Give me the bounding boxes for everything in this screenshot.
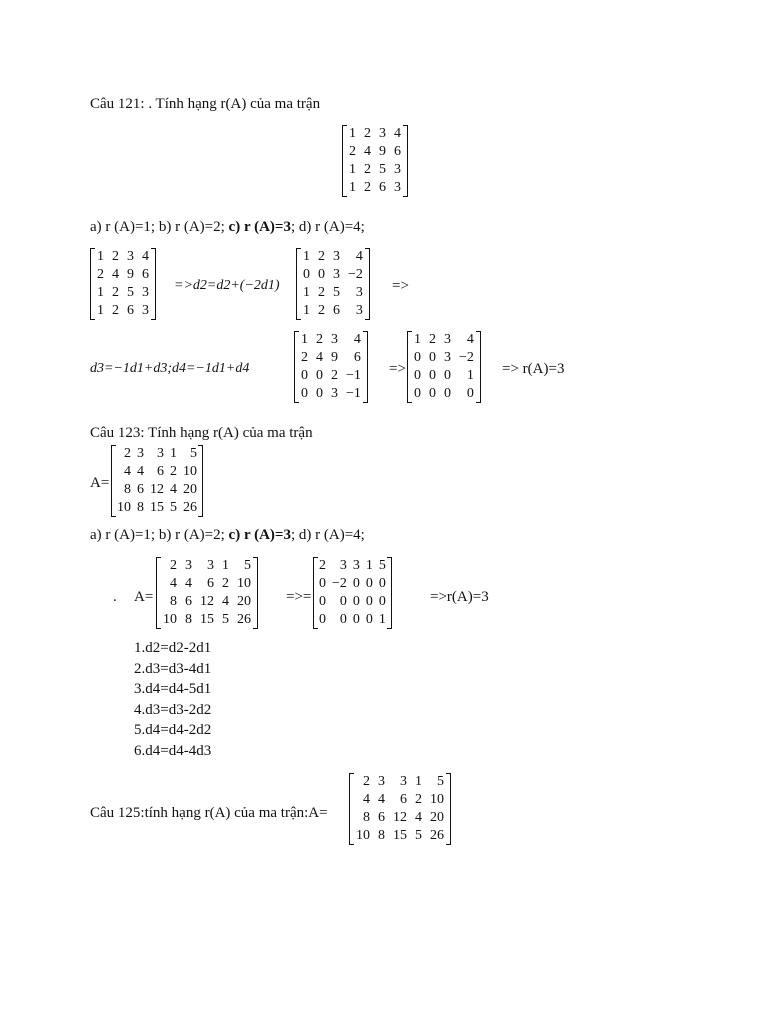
matrix-cell: 0 [316, 368, 323, 383]
matrix-cell: 3 [127, 249, 134, 264]
matrix-cell: 2 [112, 249, 119, 264]
matrix-cell: 2 [170, 464, 177, 479]
matrix-cell: 4 [364, 144, 371, 159]
matrix-cell: 8 [124, 482, 131, 497]
matrix-cell: 10 [117, 500, 131, 515]
matrix-cell: 0 [352, 576, 360, 591]
matrix-row [345, 161, 405, 179]
matrix-cell: 2 [97, 267, 104, 282]
matrix-cell: 9 [379, 144, 386, 159]
matrix-cell: 3 [394, 162, 401, 177]
matrix-row [316, 557, 389, 575]
matrix-row [345, 125, 405, 143]
matrix-cell: 0 [301, 368, 308, 383]
matrix-cell: 3 [185, 558, 192, 573]
matrix-cell: 1 [97, 285, 104, 300]
matrix-cell: 8 [137, 500, 144, 515]
matrix-cell: 6 [207, 576, 214, 591]
matrix-cell: 1 [303, 303, 310, 318]
matrix-cell: 9 [331, 350, 338, 365]
matrix-cell: 6 [333, 303, 340, 318]
matrix-cell: 8 [185, 612, 192, 627]
matrix-cell: 0 [414, 368, 421, 383]
matrix-cell: 4 [353, 332, 361, 347]
matrix-cell: 1 [349, 126, 356, 141]
matrix-cell: 12 [393, 810, 407, 825]
matrix-cell: 4 [170, 482, 177, 497]
q123-solution-a-label: A= [134, 589, 154, 605]
matrix-cell: 4 [142, 249, 149, 264]
matrix-cell: 3 [394, 180, 401, 195]
matrix-cell: 3 [333, 249, 340, 264]
matrix-cell: 4 [222, 594, 229, 609]
matrix-row [299, 284, 367, 302]
matrix-cell: 4 [363, 792, 370, 807]
matrix-cell: 2 [364, 126, 371, 141]
matrix-cell: 1 [222, 558, 229, 573]
matrix-cell: 2 [124, 446, 131, 461]
matrix-cell: 26 [430, 828, 444, 843]
matrix-cell: 0 [378, 594, 386, 609]
matrix-cell: 5 [378, 558, 386, 573]
matrix-cell: 4 [415, 810, 422, 825]
q123-title: Câu 123: Tính hạng r(A) của ma trận [90, 425, 313, 441]
matrix-cell: 1 [349, 162, 356, 177]
matrix-cell: 4 [355, 249, 363, 264]
matrix-row [316, 593, 389, 611]
q123-matrix [111, 445, 203, 517]
matrix-cell: 0 [319, 612, 326, 627]
q121-solution-result: => r(A)=3 [502, 361, 565, 377]
matrix-cell: 2 [170, 558, 177, 573]
matrix-row [93, 302, 153, 320]
matrix-cell: 0 [429, 368, 436, 383]
matrix-cell: 26 [183, 500, 197, 515]
q121-solution-matrix-1 [90, 248, 156, 320]
matrix-row [159, 575, 255, 593]
matrix-row [410, 331, 478, 349]
matrix-cell: 1 [303, 285, 310, 300]
q123-solution-arrow: =>= [286, 589, 312, 605]
q123-step: 2.d3=d3-4d1 [134, 660, 212, 677]
matrix-row [316, 611, 389, 629]
matrix-row [299, 266, 367, 284]
q121-option-c-correct: c) r (A)=3 [228, 219, 291, 235]
q121-solution-matrix-4 [407, 331, 481, 403]
matrix-row [297, 385, 365, 403]
matrix-cell: 15 [150, 500, 164, 515]
matrix-cell: 0 [319, 576, 326, 591]
matrix-row [159, 557, 255, 575]
matrix-cell: −1 [346, 386, 361, 401]
matrix-cell: 6 [378, 810, 385, 825]
matrix-row [159, 593, 255, 611]
matrix-cell: 8 [363, 810, 370, 825]
matrix-cell: 0 [303, 267, 310, 282]
matrix-cell: 0 [378, 576, 386, 591]
matrix-cell: 0 [414, 350, 421, 365]
matrix-cell: −2 [332, 576, 347, 591]
matrix-cell: 6 [400, 792, 407, 807]
matrix-row [297, 367, 365, 385]
matrix-cell: 2 [319, 558, 326, 573]
matrix-cell: 5 [415, 828, 422, 843]
matrix-cell: 2 [112, 303, 119, 318]
matrix-cell: 0 [365, 594, 373, 609]
q125-title: Câu 125:tính hạng r(A) của ma trận:A= [90, 805, 328, 821]
q121-solution-matrix-3 [294, 331, 368, 403]
matrix-row [299, 302, 367, 320]
matrix-cell: 0 [444, 386, 451, 401]
matrix-row [93, 284, 153, 302]
q123-step: 6.d4=d4-4d3 [134, 742, 212, 759]
matrix-cell: 1 [97, 249, 104, 264]
matrix-cell: 1 [414, 332, 421, 347]
matrix-cell: 3 [333, 267, 340, 282]
matrix-cell: 3 [444, 332, 451, 347]
matrix-cell: 10 [430, 792, 444, 807]
matrix-cell: 5 [222, 612, 229, 627]
matrix-cell: 2 [112, 285, 119, 300]
matrix-row [297, 349, 365, 367]
matrix-cell: 2 [301, 350, 308, 365]
matrix-cell: 4 [466, 332, 474, 347]
matrix-cell: 6 [142, 267, 149, 282]
q123-solution-matrix-2 [313, 557, 392, 629]
matrix-row [345, 143, 405, 161]
q123-step: 3.d4=d4-5d1 [134, 681, 212, 697]
matrix-cell: 3 [444, 350, 451, 365]
matrix-cell: 1 [349, 180, 356, 195]
matrix-cell: 2 [363, 774, 370, 789]
matrix-cell: 3 [331, 386, 338, 401]
matrix-cell: 1 [466, 368, 474, 383]
matrix-cell: 4 [394, 126, 401, 141]
matrix-cell: 4 [185, 576, 192, 591]
q121-solution-operation-2: d3=−1d1+d3;d4=−1d1+d4 [90, 361, 250, 376]
q121-options-ab: a) r (A)=1; b) r (A)=2; [90, 219, 229, 235]
matrix-cell: 1 [365, 558, 373, 573]
matrix-cell: 0 [352, 612, 360, 627]
matrix-row [114, 499, 200, 517]
matrix-cell: 2 [415, 792, 422, 807]
matrix-cell: 15 [393, 828, 407, 843]
matrix-cell: 3 [137, 446, 144, 461]
q121-solution-matrix-2 [296, 248, 370, 320]
matrix-cell: 20 [183, 482, 197, 497]
matrix-cell: 8 [170, 594, 177, 609]
q123-solution-matrix-1 [156, 557, 258, 629]
matrix-cell: 3 [400, 774, 407, 789]
matrix-cell: 10 [163, 612, 177, 627]
q121-options [90, 218, 365, 236]
matrix-cell: 3 [142, 285, 149, 300]
matrix-row [114, 445, 200, 463]
matrix-cell: 1 [378, 612, 386, 627]
matrix-cell: 2 [316, 332, 323, 347]
q123-step: 5.d4=d4-2d2 [134, 722, 212, 738]
matrix-row [410, 349, 478, 367]
q121-solution-arrow-2: => [389, 361, 406, 377]
q123-options [90, 526, 365, 544]
q123-step: 1.d2=d2-2d1 [134, 640, 212, 656]
matrix-cell: 1 [415, 774, 422, 789]
matrix-row [93, 266, 153, 284]
matrix-cell: 6 [394, 144, 401, 159]
matrix-cell: 1 [303, 249, 310, 264]
matrix-cell: 3 [352, 558, 360, 573]
matrix-cell: 20 [430, 810, 444, 825]
matrix-cell: 0 [319, 594, 326, 609]
matrix-cell: 0 [429, 386, 436, 401]
matrix-cell: 3 [207, 558, 214, 573]
matrix-cell: 3 [331, 332, 338, 347]
matrix-row [352, 773, 448, 791]
matrix-cell: 3 [157, 446, 164, 461]
matrix-row [114, 463, 200, 481]
matrix-cell: 2 [349, 144, 356, 159]
matrix-cell: 6 [353, 350, 361, 365]
matrix-cell: 5 [244, 558, 251, 573]
matrix-cell: 0 [352, 594, 360, 609]
matrix-cell: 1 [170, 446, 177, 461]
matrix-row [410, 367, 478, 385]
matrix-cell: 6 [157, 464, 164, 479]
matrix-row [299, 248, 367, 266]
matrix-row [93, 248, 153, 266]
matrix-cell: 0 [316, 386, 323, 401]
q123-options-ab: a) r (A)=1; b) r (A)=2; [90, 527, 229, 543]
matrix-cell: 0 [414, 386, 421, 401]
matrix-row [114, 481, 200, 499]
matrix-cell: 0 [466, 386, 474, 401]
matrix-cell: 1 [97, 303, 104, 318]
matrix-cell: 4 [124, 464, 131, 479]
matrix-cell: 5 [437, 774, 444, 789]
matrix-cell: 3 [355, 285, 363, 300]
matrix-cell: 0 [339, 612, 347, 627]
matrix-cell: 0 [339, 594, 347, 609]
matrix-cell: 0 [318, 267, 325, 282]
matrix-cell: 0 [444, 368, 451, 383]
q121-matrix [342, 125, 408, 197]
matrix-row [410, 385, 478, 403]
q123-option-d: ; d) r (A)=4; [290, 527, 365, 543]
matrix-cell: 6 [379, 180, 386, 195]
matrix-row [352, 827, 448, 845]
matrix-cell: 3 [355, 303, 363, 318]
matrix-cell: 4 [316, 350, 323, 365]
q123-steps-list [134, 638, 211, 761]
matrix-cell: 6 [127, 303, 134, 318]
matrix-cell: 10 [183, 464, 197, 479]
matrix-cell: 26 [237, 612, 251, 627]
matrix-cell: 8 [378, 828, 385, 843]
matrix-cell: 4 [112, 267, 119, 282]
q123-dot: . [113, 589, 117, 605]
matrix-cell: 6 [185, 594, 192, 609]
matrix-cell: −2 [348, 267, 363, 282]
matrix-cell: 2 [331, 368, 338, 383]
matrix-cell: 3 [378, 774, 385, 789]
matrix-cell: 4 [137, 464, 144, 479]
q125-matrix [349, 773, 451, 845]
q123-solution-result: =>r(A)=3 [430, 589, 489, 605]
matrix-cell: 0 [301, 386, 308, 401]
matrix-cell: 2 [429, 332, 436, 347]
matrix-cell: 2 [364, 162, 371, 177]
matrix-row [345, 179, 405, 197]
matrix-cell: 5 [170, 500, 177, 515]
matrix-cell: 10 [237, 576, 251, 591]
matrix-cell: 0 [365, 612, 373, 627]
q123-step: 4.d3=d3-2d2 [134, 701, 212, 718]
matrix-cell: 5 [333, 285, 340, 300]
matrix-cell: 6 [137, 482, 144, 497]
matrix-row [352, 791, 448, 809]
matrix-cell: 4 [170, 576, 177, 591]
matrix-cell: 4 [378, 792, 385, 807]
q121-solution-arrow: => [392, 278, 409, 294]
matrix-cell: 2 [318, 249, 325, 264]
matrix-cell: 3 [142, 303, 149, 318]
matrix-row [297, 331, 365, 349]
matrix-cell: 5 [379, 162, 386, 177]
matrix-cell: 3 [339, 558, 347, 573]
matrix-cell: 0 [429, 350, 436, 365]
matrix-cell: 2 [318, 285, 325, 300]
matrix-row [159, 611, 255, 629]
q123-a-label: A= [90, 475, 110, 491]
q121-option-d: ; d) r (A)=4; [290, 219, 365, 235]
matrix-cell: 15 [200, 612, 214, 627]
matrix-cell: 0 [365, 576, 373, 591]
q123-option-c-correct: c) r (A)=3 [228, 527, 291, 543]
matrix-cell: −2 [459, 350, 474, 365]
matrix-cell: 2 [364, 180, 371, 195]
matrix-cell: 5 [190, 446, 197, 461]
q121-title: Câu 121: . Tính hạng r(A) của ma trận [90, 96, 321, 112]
matrix-row [316, 575, 389, 593]
matrix-cell: 12 [200, 594, 214, 609]
matrix-cell: 12 [150, 482, 164, 497]
matrix-cell: 20 [237, 594, 251, 609]
matrix-cell: 9 [127, 267, 134, 282]
matrix-cell: 3 [379, 126, 386, 141]
matrix-cell: 2 [318, 303, 325, 318]
matrix-cell: 5 [127, 285, 134, 300]
matrix-cell: 1 [301, 332, 308, 347]
matrix-cell: −1 [346, 368, 361, 383]
matrix-cell: 10 [356, 828, 370, 843]
matrix-cell: 2 [222, 576, 229, 591]
q121-solution-operation-1: =>d2=d2+(−2d1) [174, 278, 280, 293]
matrix-row [352, 809, 448, 827]
